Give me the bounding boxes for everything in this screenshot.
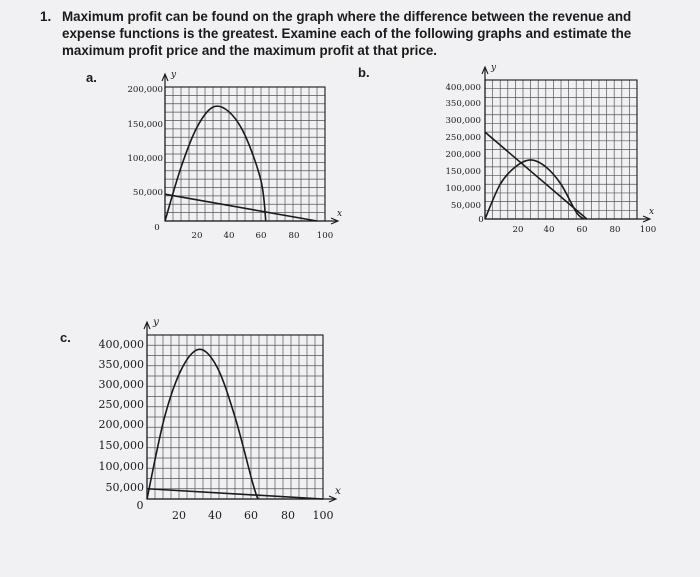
x-axis-variable: x (335, 485, 341, 497)
y-tick-label: 200,000 (127, 85, 163, 95)
x-axis-variable: x (337, 209, 343, 219)
y-tick-label: 400,000 (445, 83, 481, 93)
y-tick-label: 50,000 (105, 481, 144, 494)
x-tick-label: 80 (288, 231, 300, 241)
x-tick-label: 60 (255, 231, 267, 241)
x-tick-label: 40 (208, 509, 222, 522)
origin-label: 0 (154, 223, 160, 233)
x-tick-label: 20 (512, 225, 524, 235)
part-label-c: c. (60, 330, 71, 345)
x-tick-label: 80 (281, 509, 295, 522)
problem-text: Maximum profit can be found on the graph where the difference between the revenue and expense functions is the greatest. Examine each of the following graphs and estimate the maximum profit price and the maximum profit at that price. (62, 9, 632, 58)
y-tick-label: 100,000 (127, 154, 163, 164)
part-label-a: a. (86, 70, 97, 85)
y-tick-label: 100,000 (445, 184, 481, 194)
x-tick-label: 60 (576, 225, 588, 235)
y-tick-label: 300,000 (98, 378, 144, 391)
revenue-curve (147, 349, 258, 499)
y-tick-label: 200,000 (445, 150, 481, 160)
x-tick-label: 100 (312, 509, 334, 522)
x-axis-variable: x (649, 207, 655, 217)
y-axis-variable: y (491, 63, 497, 73)
x-tick-label: 20 (191, 231, 203, 241)
y-tick-label: 50,000 (132, 188, 163, 198)
x-tick-label: 40 (223, 231, 235, 241)
x-tick-label: 60 (244, 509, 258, 522)
origin-label: 0 (136, 499, 144, 512)
x-tick-label: 40 (543, 225, 555, 235)
y-axis-variable: y (171, 70, 177, 80)
y-tick-label: 400,000 (98, 338, 144, 351)
y-tick-label: 150,000 (127, 120, 163, 130)
y-tick-label: 350,000 (98, 358, 144, 371)
x-tick-label: 20 (172, 509, 186, 522)
y-axis-variable: y (153, 316, 159, 328)
y-tick-label: 50,000 (450, 201, 481, 211)
problem-number: 1. (40, 9, 52, 24)
y-tick-label: 250,000 (445, 133, 481, 143)
y-tick-label: 150,000 (445, 167, 481, 177)
origin-label: 0 (478, 215, 484, 225)
y-tick-label: 350,000 (445, 99, 481, 109)
y-tick-label: 200,000 (98, 418, 144, 431)
x-tick-label: 100 (639, 225, 657, 235)
y-tick-label: 300,000 (445, 116, 481, 126)
part-label-b: b. (358, 65, 370, 80)
x-tick-label: 100 (316, 231, 334, 241)
y-tick-label: 250,000 (98, 398, 144, 411)
y-tick-label: 100,000 (98, 460, 144, 473)
x-tick-label: 80 (609, 225, 621, 235)
y-tick-label: 150,000 (98, 439, 144, 452)
